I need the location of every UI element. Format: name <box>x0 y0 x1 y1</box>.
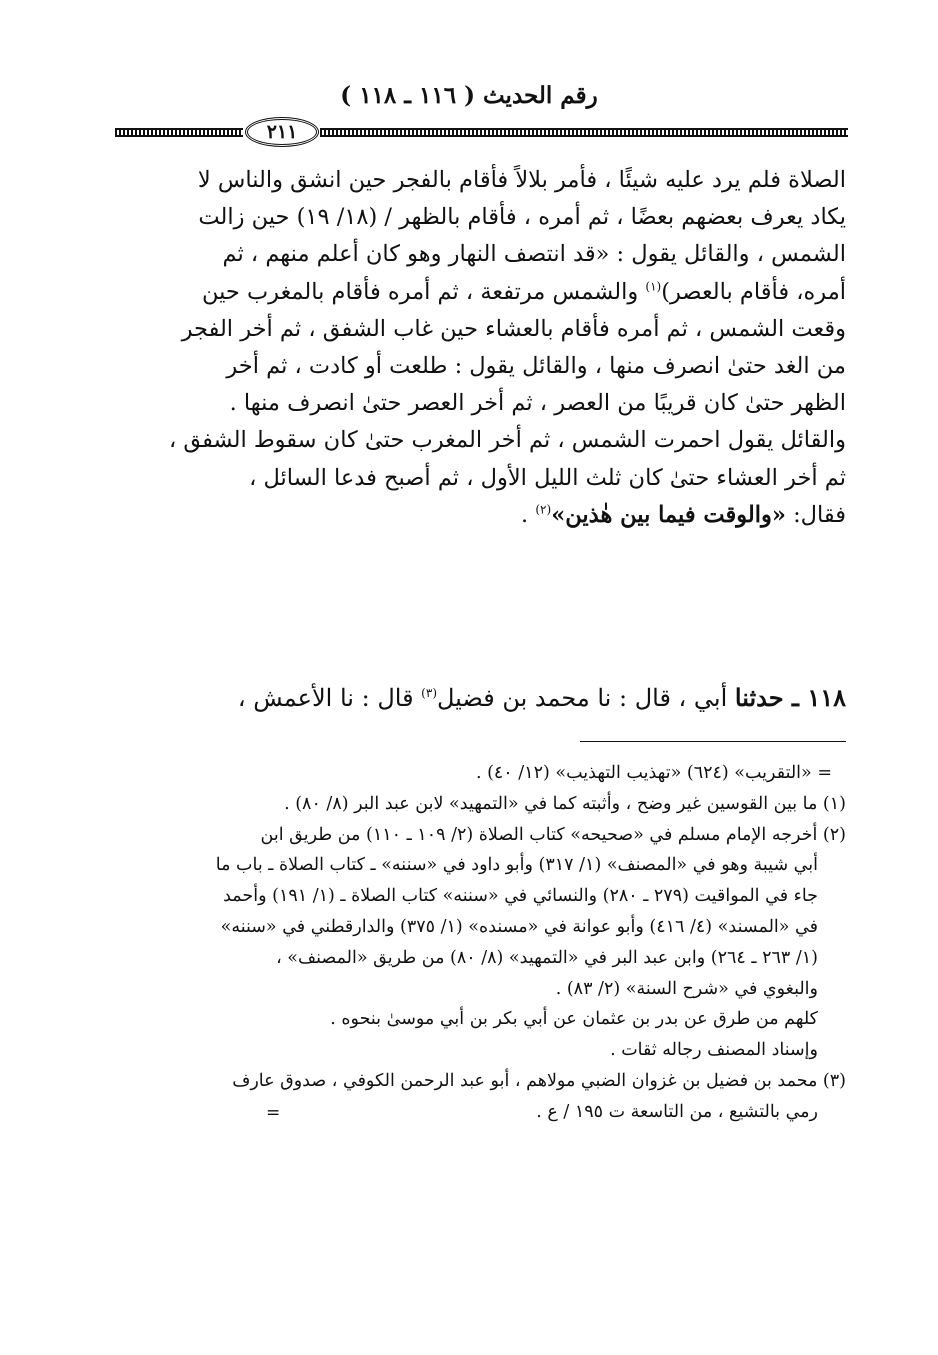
footnote-line: (٢) أخرجه الإمام مسلم في «صحيحه» كتاب الصلاة (٢/ ١٠٩ ـ ١١٠) من طريق ابن <box>260 824 846 845</box>
continuation-mark: = <box>266 1102 281 1123</box>
text-line: والقائل يقول احمرت الشمس ، ثم أخر المغرب حتىٰ كان سقوط الشفق ، <box>168 427 846 454</box>
page-header-title: رقم الحديث ( ١١٦ ـ ١١٨ ) <box>340 82 598 109</box>
text-line <box>118 497 846 534</box>
text-fragment: . <box>521 501 536 528</box>
page-number-badge: ٢١١ <box>245 117 319 147</box>
continuation-mark: = <box>817 763 832 783</box>
footnote-separator <box>580 741 846 742</box>
footnote-text: «التقريب» (٦٢٤) «تهذيب التهذيب» (١٢/ ٤٠) . <box>475 763 812 783</box>
footnote-2 <box>118 820 846 1066</box>
footnote-ref: (٢) <box>535 502 552 517</box>
text-line: وقعت الشمس ، ثم أمره فأقام بالعشاء حين غاب الشفق ، ثم أخر الفجر <box>181 315 846 342</box>
text-line <box>118 274 846 311</box>
header-ornament <box>115 117 848 147</box>
header-rule-right <box>320 128 848 137</box>
quoted-saying: «والوقت فيما بين هٰذين» <box>551 501 786 528</box>
footnote-line: في «المسند» (٤/ ٤١٦) وأبو عوانة في «مسنده» (١/ ٣٧٥) والدارقطني في «سننه» <box>220 916 818 937</box>
text-fragment: أمره، فأقام بالعصر) <box>661 278 846 305</box>
main-text <box>118 162 846 534</box>
text-line: الشمس ، والقائل يقول : «قد انتصف النهار وهو كان أعلم منهم ، ثم <box>222 241 846 268</box>
hadith-number: ١١٨ ـ حدثنا <box>734 683 846 712</box>
footnote-line: كلهم من طرق عن بدر بن عثمان عن أبي بكر بن أبي موسىٰ بنحوه . <box>330 1009 818 1030</box>
text-line: من الغد حتىٰ انصرف منها ، والقائل يقول : طلعت أو كادت ، ثم أخر <box>226 353 846 380</box>
footnote-line: (١/ ٢٦٣ ـ ٢٦٤) وابن عبد البر في «التمهيد» (٨/ ٨٠) من طريق «المصنف» ، <box>276 947 818 968</box>
footnote-continuation <box>118 758 846 789</box>
footnote-line: جاء في المواقيت (٢٧٩ ـ ٢٨٠) والنسائي في «سننه» كتاب الصلاة ـ (١/ ١٩١) وأحمد <box>223 886 818 907</box>
header-rule-left <box>115 128 243 137</box>
footnote-line: رمي بالتشيع ، من التاسعة ت ١٩٥ / ع . <box>536 1101 818 1122</box>
text-fragment: أبي ، قال : نا محمد بن فضيل <box>437 684 735 712</box>
text-fragment: قال : نا الأعمش ، <box>237 684 422 712</box>
footnote-3 <box>118 1066 846 1128</box>
footnote-ref: (٣) <box>421 686 437 700</box>
text-line: ثم أخر العشاء حتىٰ كان ثلث الليل الأول ، ثم أصبح فدعا السائل ، <box>249 464 846 491</box>
footnote-line: (٣) محمد بن فضيل بن غزوان الضبي مولاهم ، أبو عبد الرحمن الكوفي ، صدوق عارف <box>232 1070 846 1091</box>
text-fragment: والشمس مرتفعة ، ثم أمره فأقام بالمغرب حين <box>202 278 646 305</box>
hadith-118-line <box>118 681 846 715</box>
footnote-1: (١) ما بين القوسين غير وضح ، وأثبته كما في «التمهيد» لابن عبد البر (٨/ ٨٠) . <box>284 793 846 814</box>
footnote-ref: (١) <box>645 279 662 294</box>
footnote-line: والبغوي في «شرح السنة» (٢/ ٨٣) . <box>555 978 818 999</box>
text-line: الظهر حتىٰ كان قريبًا من العصر ، ثم أخر العصر حتىٰ انصرف منها . <box>229 390 846 417</box>
text-line: يكاد يعرف بعضهم بعضًا ، ثم أمره ، فأقام بالظهر / (١٨/ ١٩) حين زالت <box>198 204 846 231</box>
footnote-line: أبي شيبة وهو في «المصنف» (١/ ٣١٧) وأبو داود في «سننه» ـ كتاب الصلاة ـ باب ما <box>215 855 818 876</box>
footnotes <box>118 758 846 1128</box>
text-fragment: فقال: <box>785 501 846 528</box>
text-line: الصلاة فلم يرد عليه شيئًا ، فأمر بلالاً فأقام بالفجر حين انشق والناس لا <box>197 167 846 193</box>
footnote-line: وإسناد المصنف رجاله ثقات . <box>610 1040 818 1061</box>
